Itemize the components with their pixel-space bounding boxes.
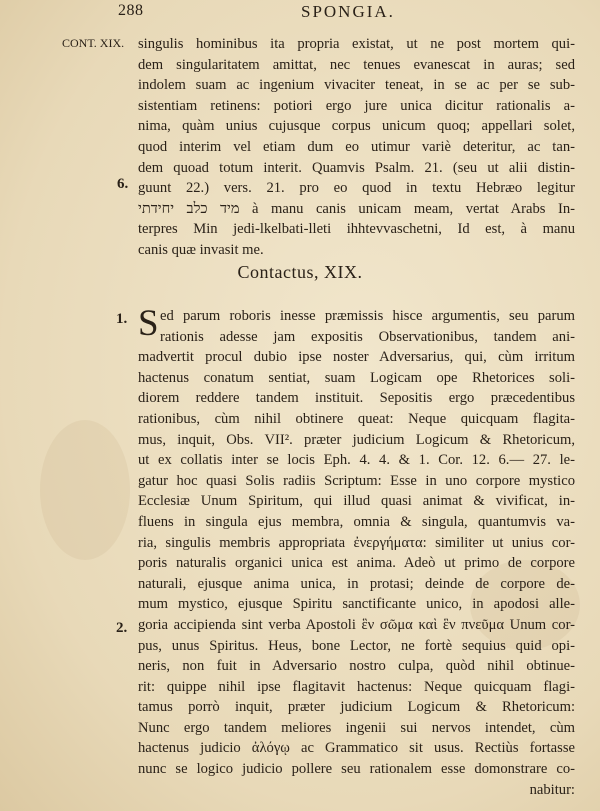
text-line: gatur hoc quasi Solis radiis Scriptum: Esse in uno corpore mystico: [138, 472, 575, 489]
margin-cont-label: CONT. XIX.: [62, 36, 125, 50]
paper-stain: [40, 420, 130, 560]
drop-cap: S: [138, 303, 159, 344]
text-line: quod interim vel etiam dum eo utimur variè deteritur, ac tan-: [138, 138, 575, 155]
text-line: neris, non fuit in Adversario nostro culpa, quòd nihil obtinue-: [138, 658, 575, 675]
text-line: terpres Min jedi-lkelbati-lleti ihhtevvaschetni, Id est, à manu: [138, 221, 575, 238]
text-line: nima, quàm unius cujusque corpus unicum quoq; appellari solet,: [138, 118, 575, 135]
text-line: indolem suam ac ingenium vivaciter teneat, in se ac per se sub-: [138, 77, 575, 94]
top-paragraph: [138, 34, 575, 261]
text-line: rationibus, cùm nihil obtinere queat: Neque quicquam flagita-: [138, 410, 575, 427]
main-paragraph: [138, 303, 575, 800]
page-number: 288: [118, 2, 144, 19]
text-line: hactenus conatum sentiat, suam Logicam ope Rhetorices soli-: [138, 369, 575, 386]
text-line: nunc se logico judicio pollere seu rationalem esse domonstrare co-: [138, 761, 575, 778]
text-line: מיד כלב יחידתי à manu canis unicam meam, vertat Arabs In-: [138, 200, 575, 217]
text-line: tamus porrò inquit, præter judicium Logicum & Rhetoricum:: [138, 699, 575, 716]
text-line: Nunc ergo tandem meliores ingenii sui nervos intendet, cùm: [138, 719, 575, 736]
margin-note-2: 2.: [116, 620, 128, 636]
text-line: fluens in singula ejus membra, omnia & singula, quantumvis va-: [138, 513, 575, 530]
text-line: hactenus judicio ἀλόγῳ ac Grammatico sit usus. Rectiùs fortasse: [138, 740, 575, 757]
text-line: singulis hominibus ita propria existat, ut ne post mortem qui-: [138, 36, 575, 52]
text-line: naturali, ejusque anima unica, in protasi; deinde de corpore de-: [138, 575, 575, 592]
text-line: pus, unus Spiritus. Heus, bone Lector, ne fortè sequius quid opi-: [138, 637, 575, 654]
text-line: mus, inquit, Obs. VII². præter judicium Logicum & Rhetoricum,: [138, 431, 575, 448]
margin-note-6: 6.: [117, 176, 129, 192]
margin-note-1: 1.: [116, 311, 128, 327]
text-line: poris naturalis organici unica est anima. Adeò ut primo de corpore: [138, 555, 575, 572]
text-line: nabitur:: [529, 781, 575, 798]
text-line: rationis adesse jam expositis Observationibus, tandem ani-: [160, 328, 575, 345]
text-line: Ecclesiæ Unum Spiritum, qui illud quasi animat & vivificat, in-: [138, 493, 575, 510]
text-line: sistentiam retinens: potiori ergo jure unica dicitur rationalis a-: [138, 97, 575, 114]
text-line: ria, singulis membris appropriata ἐνεργήματα: similiter ut unius cor-: [138, 534, 575, 551]
running-title: SPONGIA.: [301, 2, 395, 21]
text-line: madvertit procul dubio ipse noster Adversarius, qui, cùm irritum: [138, 349, 575, 366]
text-line: ut ex collatis inter se locis Eph. 4. 4. & 1. Cor. 12. 6.— 27. le-: [138, 452, 575, 469]
text-line: mum mystico, ejusque Spiritu sanctificante unico, in apodosi alle-: [138, 596, 575, 613]
text-line: rit: quippe nihil ipse flagitavit hactenus: Neque quicquam flagi-: [138, 678, 575, 695]
text-line: dem quoad totum interit. Quamvis Psalm. 21. (seu ut alii distin-: [138, 159, 575, 176]
text-line: ed parum roboris inesse præmissis hisce argumentis, seu parum: [160, 308, 575, 324]
text-line: dem singularitatem amittat, nec tenues evanescat in auras; sed: [138, 56, 575, 73]
text-line: goria accipienda sint verba Apostoli ἓν σῶμα καὶ ἓν πνεῦμα Unum cor-: [138, 616, 575, 633]
section-title: Contactus, XIX.: [237, 262, 363, 282]
text-line: guunt 22.) vers. 21. pro eo quod in textu Hebræo legitur: [138, 180, 575, 197]
page-header: [0, 2, 600, 24]
text-line: diorem reddere tandem instituit. Sepositis ergo præcedentibus: [138, 390, 575, 407]
text-line: canis quæ invasit me.: [138, 241, 264, 258]
